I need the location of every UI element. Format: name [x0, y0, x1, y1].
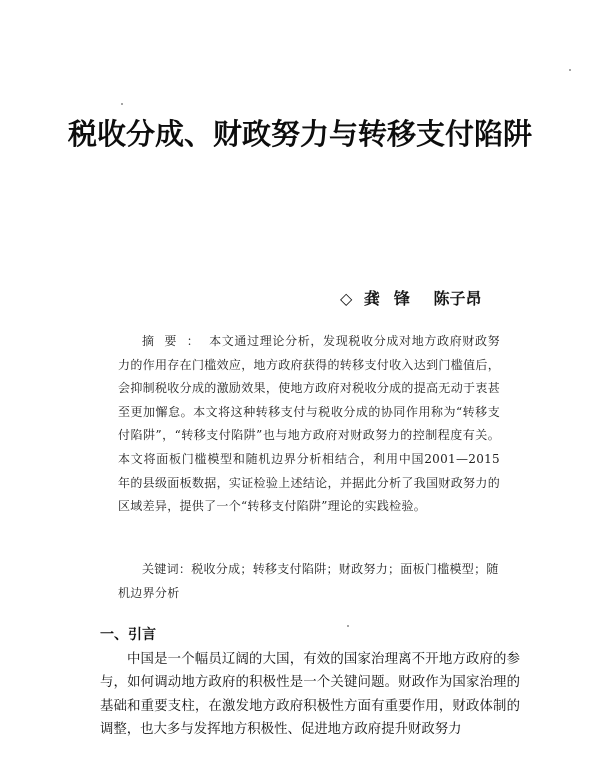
- keywords-text: 税收分成；转移支付陷阱；财政努力；面板门槛模型；随机边界分析: [118, 562, 499, 600]
- scan-speck: [121, 103, 123, 105]
- section-heading-introduction: 一、引言: [100, 627, 156, 643]
- introduction-body: [100, 648, 520, 742]
- abstract: [118, 330, 500, 519]
- author-name-1: 龚锋: [363, 289, 424, 308]
- paper-title: 税收分成、财政努力与转移支付陷阱: [67, 117, 532, 151]
- abstract-label: 摘要：: [142, 334, 210, 348]
- diamond-icon: ◇: [340, 289, 353, 308]
- keywords-label: 关键词：: [142, 562, 192, 576]
- author-line: [340, 286, 482, 309]
- introduction-paragraph: 中国是一个幅员辽阔的大国，有效的国家治理离不开地方政府的参与，如何调动地方政府的积极性是一个关键问题。财政作为国家治理的基础和重要支柱，在激发地方政府积极性方面有重要作用，财政体制的调整，也大多与发挥地方积极性、促进地方政府提升财政努力: [100, 652, 520, 738]
- author-name-2: 陈子昂: [433, 289, 482, 308]
- abstract-text: 本文通过理论分析，发现税收分成对地方政府财政努力的作用存在门槛效应，地方政府获得的转移支付收入达到门槛值后，会抑制税收分成的激励效果，使地方政府对税收分成的提高无动于衷甚至更加懈怠。本文将这种转移支付与税收分成的协同作用称为“转移支付陷阱”，“转移支付陷阱”也与地方政府对财政努力的控制程度有关。本文将面板门槛模型和随机边界分析相结合，利用中国2001—2015年的县级面板数据，实证检验上述结论，并据此分析了我国财政努力的区域差异，提供了一个“转移支付陷阱”理论的实践检验。: [118, 334, 500, 514]
- keywords: [118, 557, 500, 605]
- scan-speck: [347, 625, 349, 627]
- scan-speck: [569, 69, 571, 71]
